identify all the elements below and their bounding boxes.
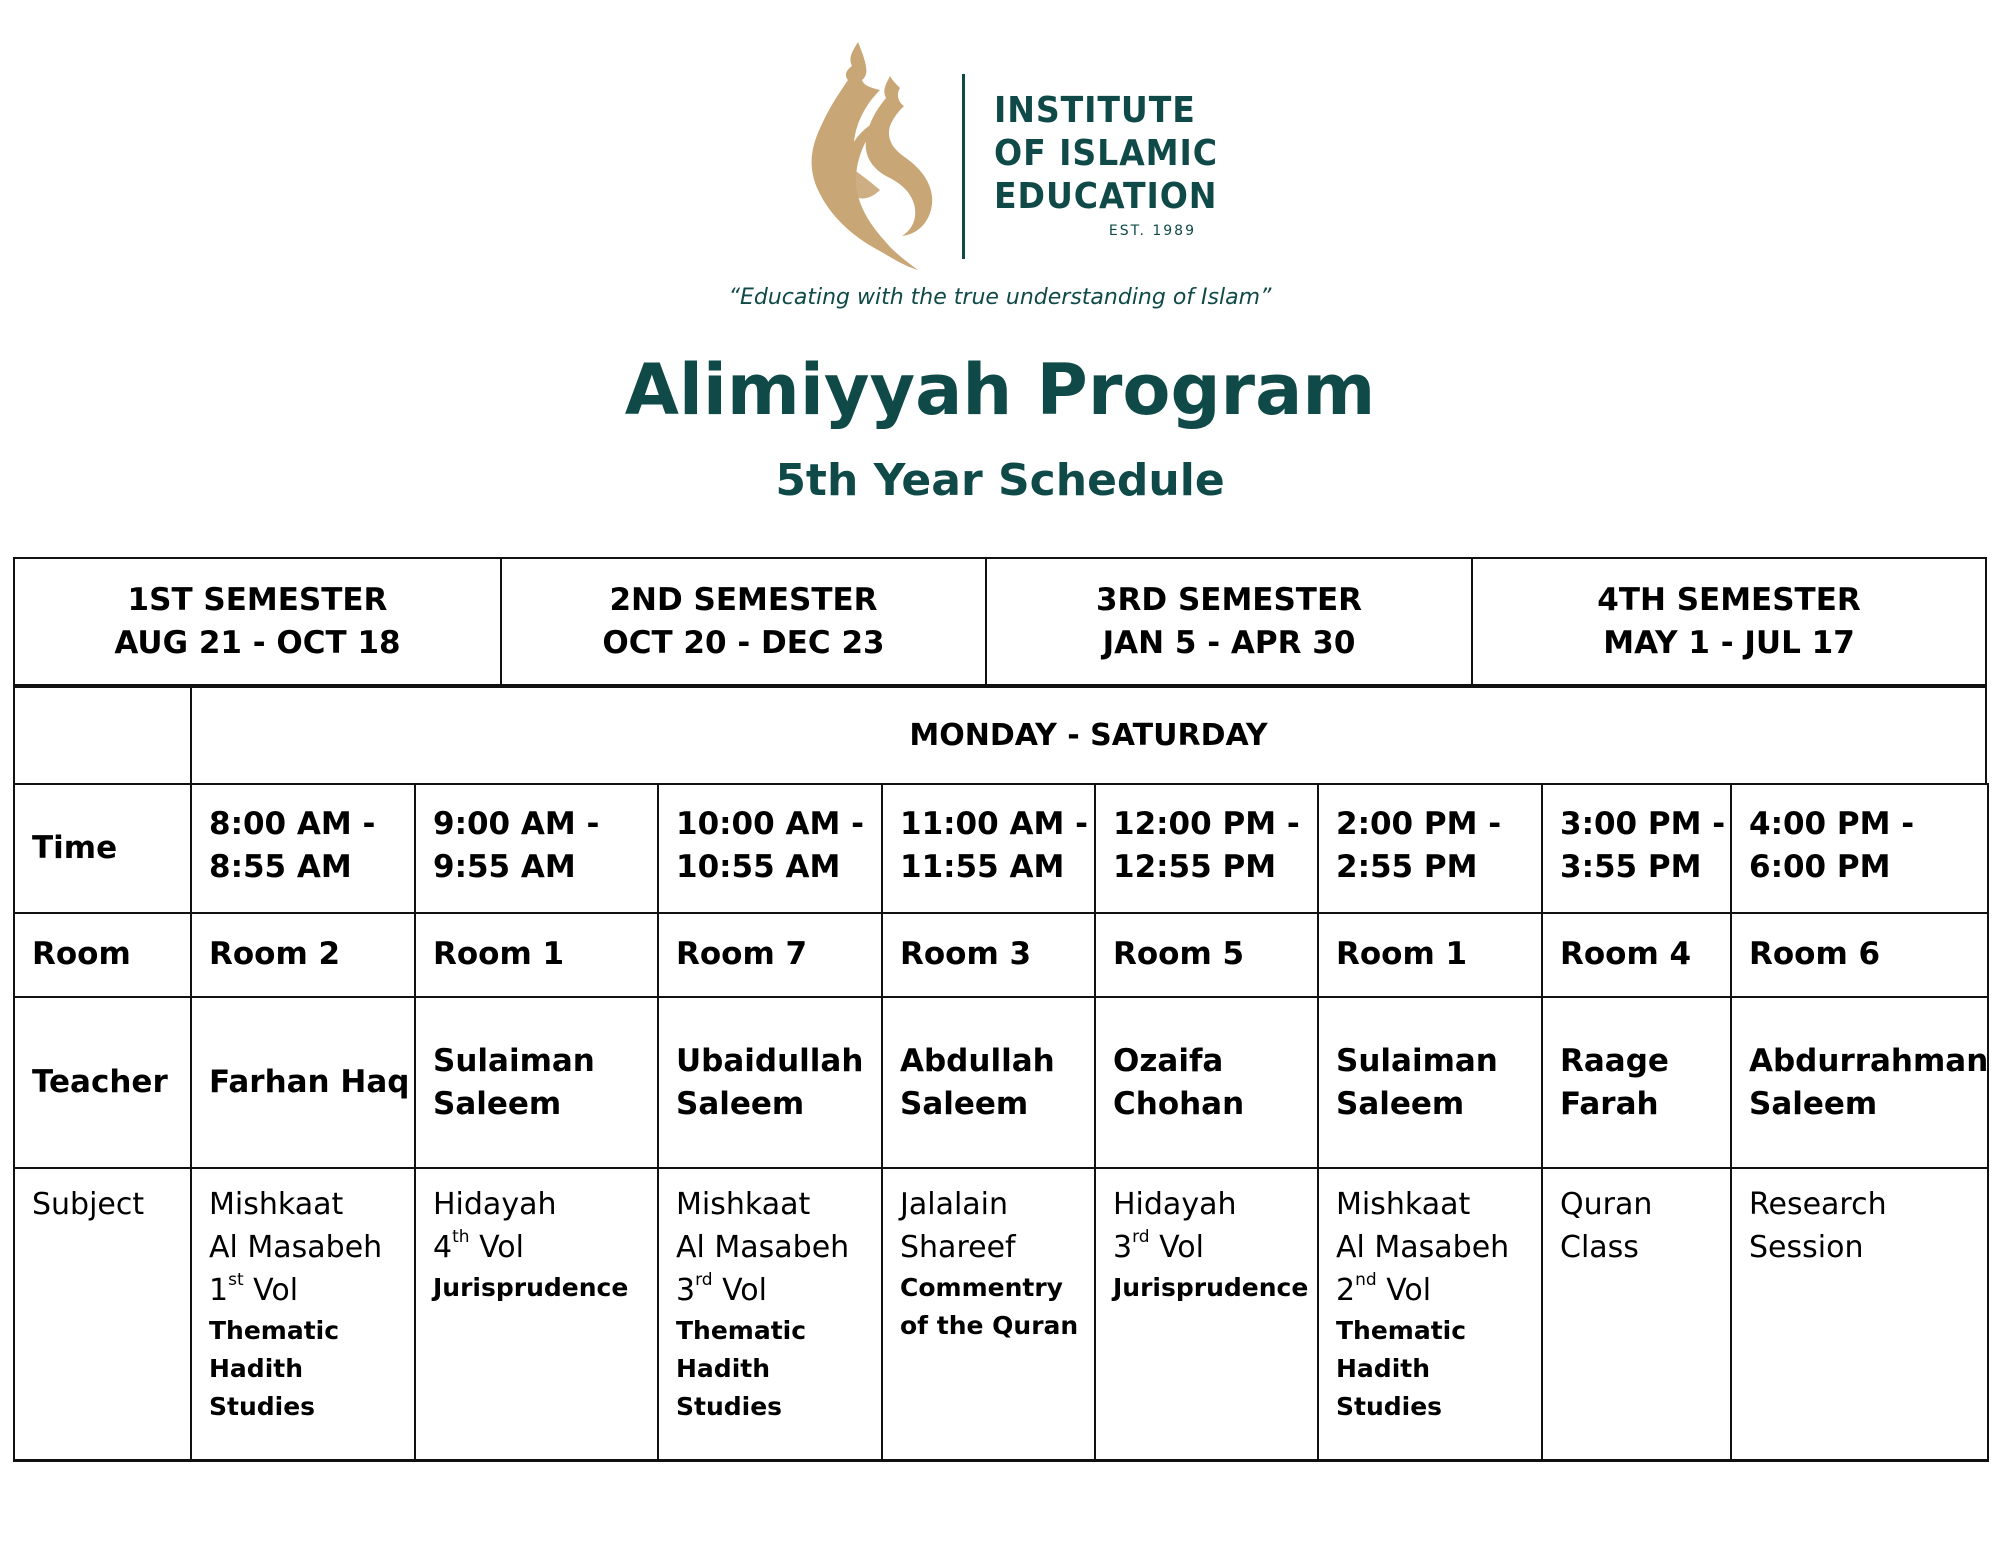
semester-dates: OCT 20 - DEC 23: [602, 625, 885, 661]
time-line: 10:55 AM: [676, 849, 841, 885]
time-line: 2:00 PM -: [1336, 806, 1502, 842]
subject-title-line: Mishkaat: [209, 1187, 344, 1222]
semester-cell: [13, 557, 502, 687]
room-cell: [881, 912, 1096, 998]
days-header: [190, 686, 1987, 785]
subject-cell: [1094, 1167, 1319, 1462]
volume-number: 1: [209, 1273, 229, 1308]
logo-name-line-2: OF ISLAMIC: [994, 133, 1219, 174]
teacher-cell: [1094, 996, 1319, 1169]
room-cell: [414, 912, 659, 998]
time-line: 10:00 AM -: [676, 806, 864, 842]
room-name: Room 6: [1749, 936, 1881, 972]
subject-category-line: Studies: [1336, 1392, 1443, 1421]
teacher-cell: [190, 996, 416, 1169]
time-line: 11:00 AM -: [900, 806, 1088, 842]
semester-dates: AUG 21 - OCT 18: [114, 625, 401, 661]
subject-text: [1336, 1183, 1509, 1426]
time-line: 9:00 AM -: [433, 806, 600, 842]
subject-category-line: Thematic: [1336, 1316, 1467, 1345]
subject-title-line: Shareef: [900, 1230, 1016, 1265]
teacher-name: [1113, 1040, 1244, 1126]
teacher-name: [209, 1061, 409, 1104]
subject-category-line: Hadith: [676, 1354, 771, 1383]
volume-word: Vol: [469, 1230, 524, 1265]
teacher-name-line: Ozaifa: [1113, 1042, 1224, 1079]
time-line: 6:00 PM: [1749, 849, 1891, 885]
subject-category-line: Thematic: [676, 1316, 807, 1345]
subject-category-line: Studies: [676, 1392, 783, 1421]
row-label-cell-room: [13, 912, 192, 998]
teacher-name: [1749, 1040, 1988, 1126]
room-cell: [190, 912, 416, 998]
subject-title-line: Research: [1749, 1187, 1887, 1222]
volume-number: 2: [1336, 1273, 1356, 1308]
time-line: 8:00 AM -: [209, 806, 376, 842]
subject-text: [1749, 1183, 1887, 1269]
time-cell: [1730, 783, 1989, 914]
time-line: 8:55 AM: [209, 849, 352, 885]
volume-ordinal: st: [228, 1270, 244, 1290]
row-label-time: Time: [32, 829, 118, 866]
subject-text: [1113, 1183, 1308, 1307]
row-label-room: Room: [32, 936, 131, 972]
teacher-name: [1560, 1040, 1669, 1126]
time-line: 12:55 PM: [1113, 849, 1277, 885]
volume-number: 4: [433, 1230, 453, 1265]
subject-category-line: Hadith: [1336, 1354, 1431, 1383]
subject-title-line: Hidayah: [1113, 1187, 1237, 1222]
volume-ordinal: rd: [1132, 1227, 1150, 1247]
logo-name-line-1: INSTITUTE: [994, 90, 1196, 131]
time-range: [209, 803, 375, 889]
time-cell: [881, 783, 1096, 914]
teacher-cell: [881, 996, 1096, 1169]
teacher-name-line: Saleem: [1749, 1085, 1878, 1122]
subject-text: [676, 1183, 849, 1426]
row-label-cell-subject: [13, 1167, 192, 1462]
teacher-name-line: Raage: [1560, 1042, 1669, 1079]
teacher-name-line: Saleem: [1336, 1085, 1465, 1122]
subject-cell: [1730, 1167, 1989, 1462]
subject-category-line: Hadith: [209, 1354, 304, 1383]
subject-cell: [881, 1167, 1096, 1462]
volume-ordinal: th: [452, 1227, 470, 1247]
subject-title-line: Jalalain: [900, 1187, 1009, 1222]
volume-ordinal: nd: [1355, 1270, 1377, 1290]
teacher-name-line: Sulaiman: [433, 1042, 595, 1079]
time-line: 4:00 PM -: [1749, 806, 1915, 842]
time-line: 12:00 PM -: [1113, 806, 1300, 842]
time-cell: [1541, 783, 1732, 914]
table-bottom-border: [13, 1459, 1987, 1462]
subject-text: [209, 1183, 382, 1426]
time-line: 3:00 PM -: [1560, 806, 1726, 842]
teacher-cell: [1730, 996, 1989, 1169]
semester-name: 1ST SEMESTER: [127, 582, 388, 618]
volume-word: Vol: [1376, 1273, 1432, 1308]
subject-cell: [190, 1167, 416, 1462]
teacher-name: [900, 1040, 1055, 1126]
room-cell: [1541, 912, 1732, 998]
subject-volume: [1336, 1269, 1509, 1312]
subject-cell: [414, 1167, 659, 1462]
subject-volume: [676, 1269, 849, 1312]
semester-dates: JAN 5 - APR 30: [1102, 625, 1356, 661]
subject-category-line: Studies: [209, 1392, 316, 1421]
teacher-name-line: Saleem: [900, 1085, 1029, 1122]
subject-title-line: Quran: [1560, 1187, 1653, 1222]
subject-cell: [1317, 1167, 1543, 1462]
semester-cell: [500, 557, 987, 687]
teacher-name-line: Farhan Haq: [209, 1064, 410, 1100]
time-range: [900, 803, 1088, 889]
teacher-name-line: Saleem: [433, 1085, 562, 1122]
teacher-name-line: Ubaidullah: [676, 1042, 864, 1079]
time-range: [676, 803, 864, 889]
room-name: Room 1: [433, 936, 565, 972]
logo-name-line-3: EDUCATION: [994, 176, 1218, 217]
volume-number: 3: [1113, 1230, 1133, 1265]
row-label-teacher: Teacher: [32, 1063, 168, 1100]
teacher-name-line: Abdurrahman: [1749, 1042, 1989, 1079]
room-cell: [657, 912, 883, 998]
time-cell: [657, 783, 883, 914]
page-subtitle: 5th Year Schedule: [775, 455, 1225, 506]
subject-category-line: Thematic: [209, 1316, 340, 1345]
corner-cell: [13, 686, 192, 785]
semester-cell: [1471, 557, 1987, 687]
subject-title-line: Session: [1749, 1230, 1864, 1265]
teacher-name: [433, 1040, 595, 1126]
room-name: Room 3: [900, 936, 1032, 972]
volume-word: Vol: [712, 1273, 767, 1308]
page-title: Alimiyyah Program: [624, 349, 1376, 431]
row-label-subject: Subject: [32, 1187, 145, 1222]
semester-dates: MAY 1 - JUL 17: [1603, 625, 1855, 661]
logo-divider: [962, 74, 965, 259]
teacher-cell: [657, 996, 883, 1169]
time-range: [1749, 803, 1914, 889]
subject-title-line: Mishkaat: [676, 1187, 811, 1222]
subject-title-line: Al Masabeh: [676, 1230, 850, 1265]
time-line: 9:55 AM: [433, 849, 576, 885]
time-cell: [414, 783, 659, 914]
room-name: Room 5: [1113, 936, 1245, 972]
subject-cell: [657, 1167, 883, 1462]
room-name: Room 7: [676, 936, 808, 972]
time-line: 11:55 AM: [900, 849, 1065, 885]
subject-volume: [433, 1226, 628, 1269]
subject-text: [1560, 1183, 1652, 1269]
teacher-name-line: Farah: [1560, 1085, 1659, 1122]
teacher-name: [1336, 1040, 1498, 1126]
teacher-name-line: Sulaiman: [1336, 1042, 1498, 1079]
teacher-name-line: Saleem: [676, 1085, 805, 1122]
subject-title-line: Mishkaat: [1336, 1187, 1471, 1222]
semester-cell: [985, 557, 1473, 687]
subject-volume: [209, 1269, 382, 1312]
time-cell: [190, 783, 416, 914]
subject-title-line: Class: [1560, 1230, 1639, 1265]
semester-name: 3RD SEMESTER: [1095, 582, 1362, 618]
subject-category-line: Jurisprudence: [1113, 1273, 1309, 1302]
semester-name: 4TH SEMESTER: [1597, 582, 1861, 618]
room-cell: [1094, 912, 1319, 998]
subject-cell: [1541, 1167, 1732, 1462]
logo-emblem-icon: [800, 40, 940, 272]
teacher-name: [676, 1040, 863, 1126]
row-label-cell-teacher: [13, 996, 192, 1169]
room-cell: [1317, 912, 1543, 998]
room-name: Room 1: [1336, 936, 1468, 972]
subject-category-line: Commentry: [900, 1273, 1063, 1302]
teacher-cell: [414, 996, 659, 1169]
teacher-cell: [1317, 996, 1543, 1169]
time-range: [1336, 803, 1501, 889]
teacher-name-line: Abdullah: [900, 1042, 1055, 1079]
time-line: 3:55 PM: [1560, 849, 1702, 885]
semester-name: 2ND SEMESTER: [609, 582, 878, 618]
time-range: [1113, 803, 1300, 889]
volume-word: Vol: [243, 1273, 299, 1308]
subject-category-line: Jurisprudence: [433, 1273, 629, 1302]
subject-text: [900, 1183, 1078, 1345]
volume-ordinal: rd: [695, 1270, 713, 1290]
volume-word: Vol: [1149, 1230, 1204, 1265]
room-name: Room 2: [209, 936, 341, 972]
tagline: “Educating with the true understanding of Islam”: [728, 285, 1272, 310]
time-cell: [1094, 783, 1319, 914]
teacher-name-line: Chohan: [1113, 1085, 1245, 1122]
subject-title-line: Al Masabeh: [209, 1230, 383, 1265]
subject-text: [433, 1183, 628, 1307]
time-cell: [1317, 783, 1543, 914]
subject-title-line: Al Masabeh: [1336, 1230, 1510, 1265]
subject-title-line: Hidayah: [433, 1187, 557, 1222]
time-range: [433, 803, 599, 889]
subject-category-line: of the Quran: [900, 1311, 1079, 1340]
volume-number: 3: [676, 1273, 696, 1308]
room-name: Room 4: [1560, 936, 1692, 972]
logo-established: EST. 1989: [1108, 223, 1196, 239]
days-label: MONDAY - SATURDAY: [909, 718, 1268, 753]
subject-volume: [1113, 1226, 1308, 1269]
row-label-cell-time: [13, 783, 192, 914]
teacher-cell: [1541, 996, 1732, 1169]
time-line: 2:55 PM: [1336, 849, 1478, 885]
room-cell: [1730, 912, 1989, 998]
time-range: [1560, 803, 1725, 889]
